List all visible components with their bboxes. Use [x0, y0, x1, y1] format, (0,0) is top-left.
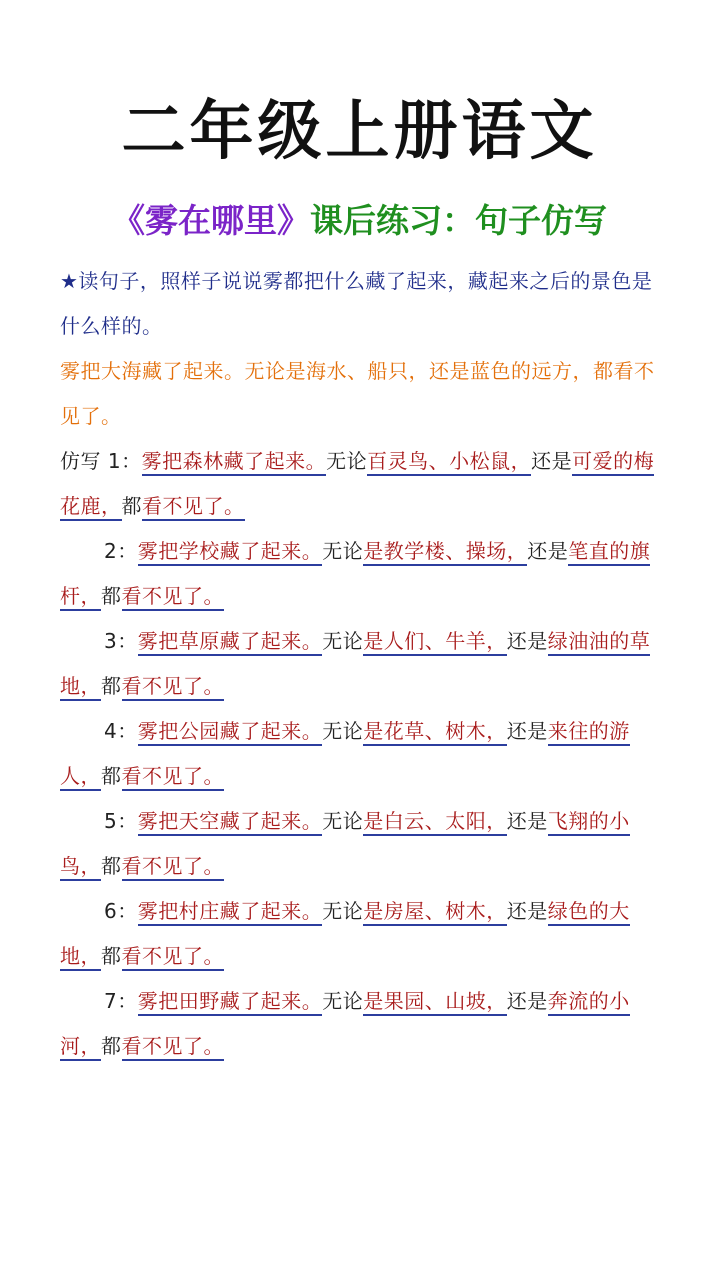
answer-label: 3： [104, 629, 138, 653]
joiner-dou: 都 [121, 494, 142, 518]
answer-clause-1: 雾把天空藏了起来。 [138, 809, 323, 836]
answer-clause-4: 看不见了。 [122, 764, 225, 791]
answer-clause-3: 绿油油的草地， [60, 629, 650, 701]
answer-clause-1: 雾把学校藏了起来。 [138, 539, 323, 566]
answer-row-3 [60, 619, 662, 709]
answer-clause-2: 是白云、太阳， [363, 809, 507, 836]
joiner-dou: 都 [101, 764, 122, 788]
answer-clause-2: 是教学楼、操场， [363, 539, 527, 566]
answer-clause-4: 看不见了。 [122, 944, 225, 971]
joiner-wulun: 无论 [326, 449, 368, 473]
answer-clause-2: 是人们、牛羊， [363, 629, 507, 656]
answer-row-4 [60, 709, 662, 799]
joiner-dou: 都 [101, 1034, 122, 1058]
answer-clause-1: 雾把田野藏了起来。 [138, 989, 323, 1016]
answer-clause-4: 看不见了。 [122, 854, 225, 881]
exercise-body [60, 259, 662, 1069]
answer-clause-4: 看不见了。 [122, 1034, 225, 1061]
answer-clause-1: 雾把公园藏了起来。 [138, 719, 323, 746]
answer-clause-3: 绿色的大地， [60, 899, 630, 971]
joiner-wulun: 无论 [322, 899, 364, 923]
answer-clause-3: 笔直的旗杆， [60, 539, 650, 611]
answer-clause-1: 雾把草原藏了起来。 [138, 629, 323, 656]
answer-row-7 [60, 979, 662, 1069]
joiner-wulun: 无论 [322, 629, 364, 653]
joiner-wulun: 无论 [322, 989, 364, 1013]
answer-clause-3: 来往的游人， [60, 719, 630, 791]
answer-row-6 [60, 889, 662, 979]
answer-clause-2: 百灵鸟、小松鼠， [367, 449, 531, 476]
answer-clause-3: 奔流的小河， [60, 989, 630, 1061]
joiner-wulun: 无论 [322, 719, 364, 743]
page-title: 二年级上册语文 [121, 95, 598, 169]
answer-clause-3: 飞翔的小鸟， [60, 809, 630, 881]
joiner-wulun: 无论 [322, 539, 364, 563]
answer-clause-1: 雾把村庄藏了起来。 [138, 899, 323, 926]
answer-row-5 [60, 799, 662, 889]
joiner-dou: 都 [101, 674, 122, 698]
answer-clause-2: 是房屋、树木， [363, 899, 507, 926]
joiner-dou: 都 [101, 854, 122, 878]
answer-clause-2: 是果园、山坡， [363, 989, 507, 1016]
joiner-haishi: 还是 [506, 719, 548, 743]
answer-clause-1: 雾把森林藏了起来。 [142, 449, 327, 476]
answer-label: 7： [104, 989, 138, 1013]
joiner-dou: 都 [101, 944, 122, 968]
joiner-wulun: 无论 [322, 809, 364, 833]
joiner-haishi: 还是 [506, 809, 548, 833]
answer-label: 5： [104, 809, 138, 833]
answer-row-1 [60, 439, 662, 529]
joiner-haishi: 还是 [506, 899, 548, 923]
answer-row-2 [60, 529, 662, 619]
answer-clause-4: 看不见了。 [142, 494, 245, 521]
subtitle-topic: 课后练习：句子仿写 [310, 201, 607, 240]
answer-label: 2： [104, 539, 138, 563]
answer-label: 4： [104, 719, 138, 743]
answer-label: 仿写 1： [60, 449, 142, 473]
joiner-haishi: 还是 [531, 449, 573, 473]
joiner-haishi: 还是 [506, 629, 548, 653]
joiner-haishi: 还是 [506, 989, 548, 1013]
subtitle-book: 《雾在哪里》 [112, 201, 310, 240]
answer-label: 6： [104, 899, 138, 923]
joiner-dou: 都 [101, 584, 122, 608]
answer-clause-3: 可爱的梅花鹿， [60, 449, 654, 521]
instruction-text: ★读句子，照样子说说雾都把什么藏了起来，藏起来之后的景色是什么样的。 [60, 269, 653, 338]
answer-clause-4: 看不见了。 [122, 674, 225, 701]
joiner-haishi: 还是 [527, 539, 569, 563]
answer-clause-2: 是花草、树木， [363, 719, 507, 746]
page-subtitle [0, 196, 719, 246]
answer-clause-4: 看不见了。 [122, 584, 225, 611]
example-sentence: 雾把大海藏了起来。无论是海水、船只，还是蓝色的远方，都看不见了。 [60, 359, 655, 428]
